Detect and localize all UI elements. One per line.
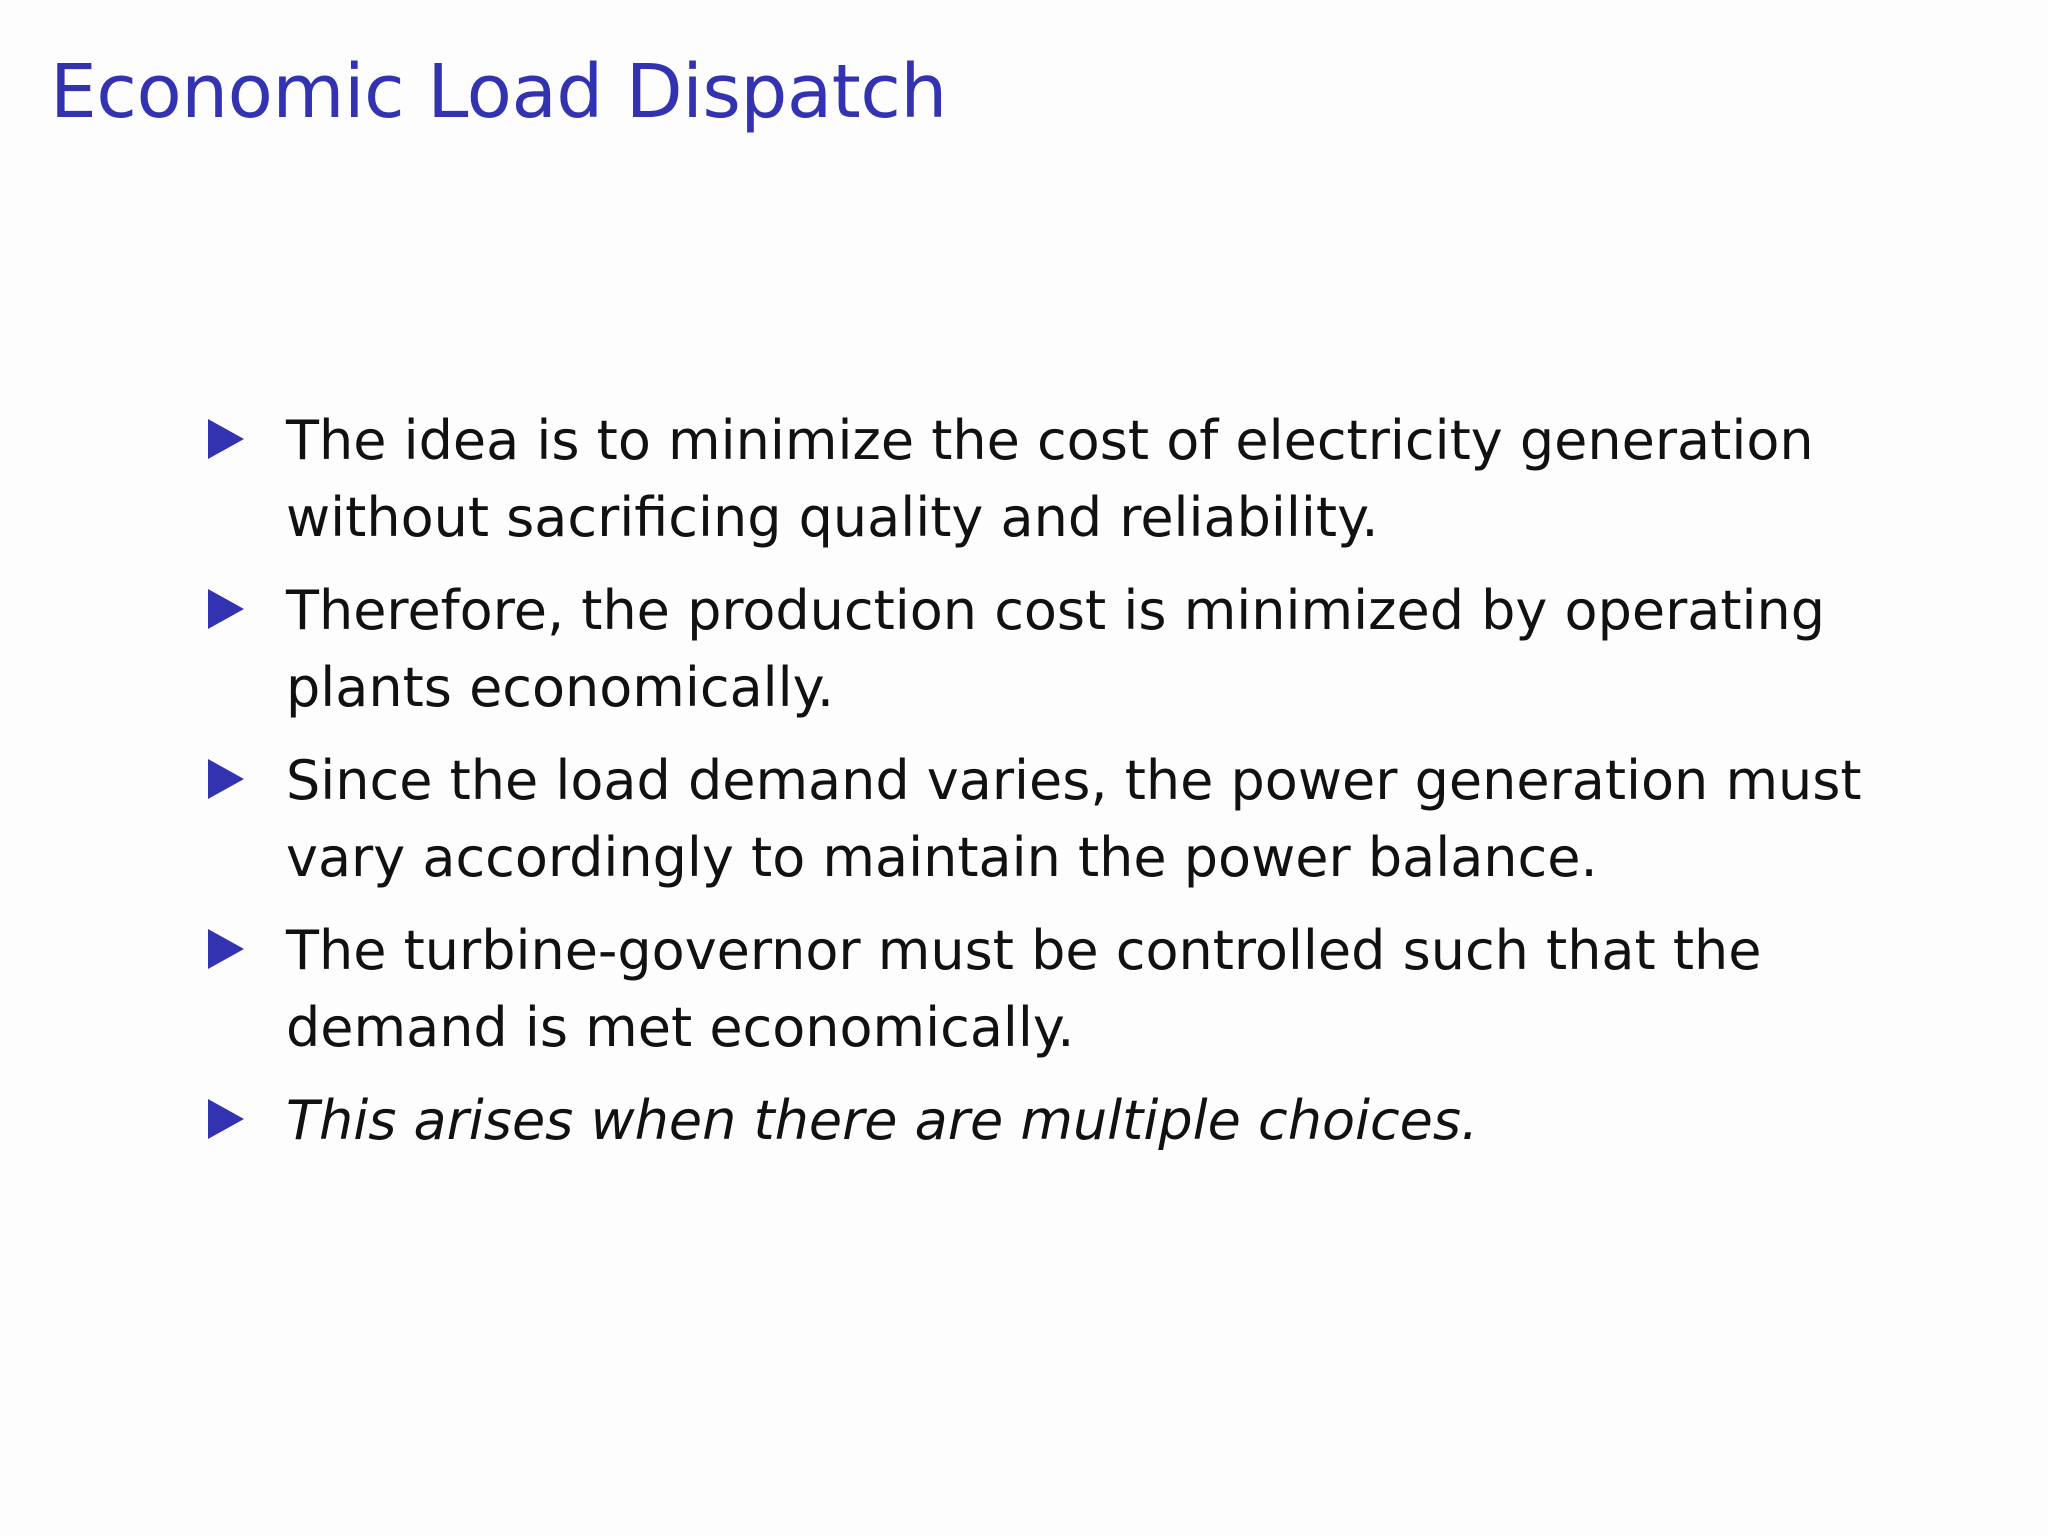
triangle-right-icon: [208, 759, 244, 799]
bullet-item: [208, 742, 1908, 896]
bullet-text: This arises when there are multiple choices.: [286, 1089, 1479, 1152]
slide-title: Economic Load Dispatch: [50, 49, 947, 135]
bullet-text: Since the load demand varies, the power generation must vary accordingly to maintain the power balance.: [286, 749, 1862, 889]
bullet-item: [208, 1082, 1908, 1159]
triangle-right-icon: [208, 929, 244, 969]
bullet-text: Therefore, the production cost is minimized by operating plants economically.: [286, 579, 1826, 719]
triangle-right-icon: [208, 1099, 244, 1139]
bullet-text: The idea is to minimize the cost of electricity generation without sacrificing quality and reliability.: [286, 409, 1814, 549]
bullet-text: The turbine-governor must be controlled such that the demand is met economically.: [286, 919, 1762, 1059]
triangle-right-icon: [208, 419, 244, 459]
bullet-item: [208, 912, 1908, 1066]
triangle-right-icon: [208, 589, 244, 629]
bullet-item: [208, 572, 1908, 726]
bullet-list: [208, 402, 1908, 1175]
bullet-item: [208, 402, 1908, 556]
